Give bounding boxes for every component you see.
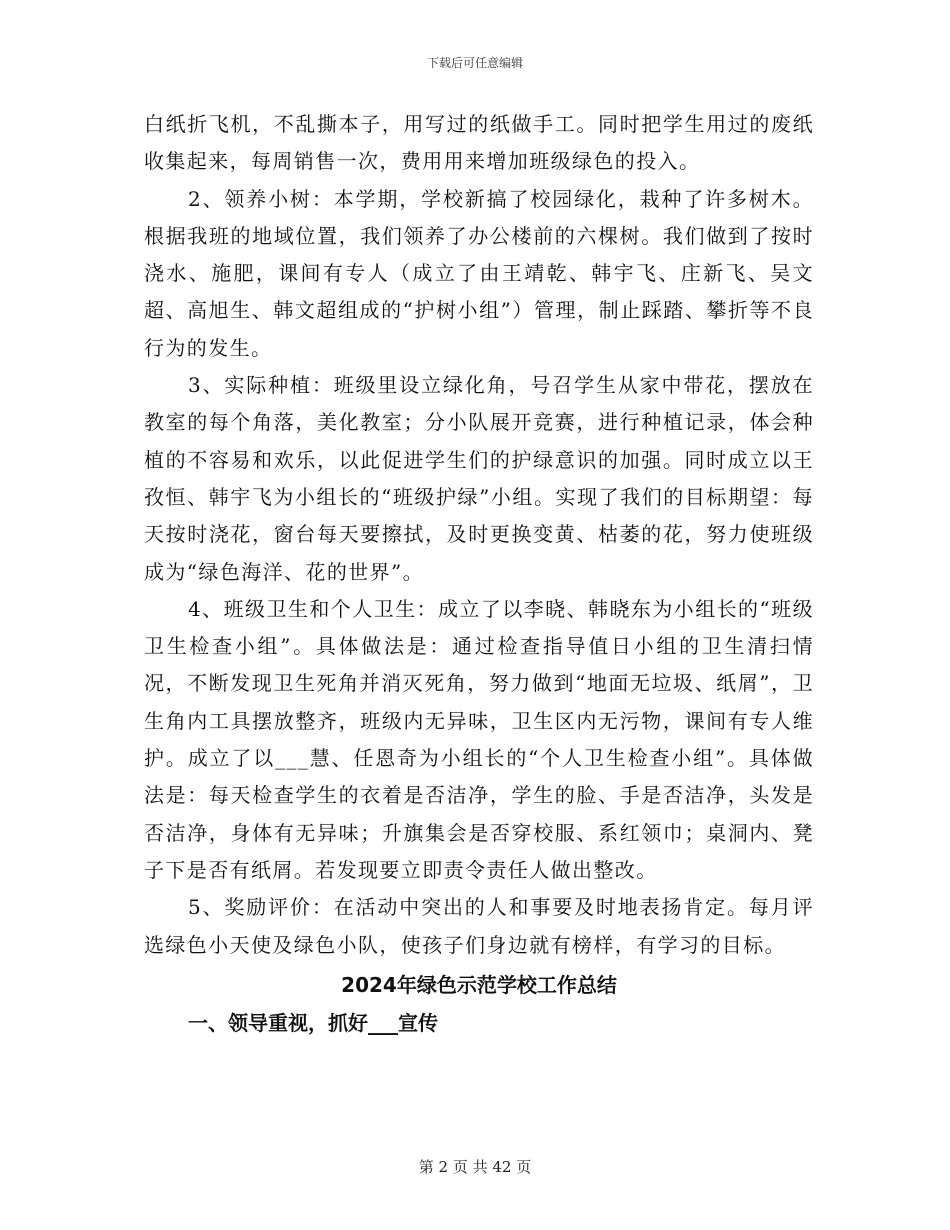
paragraph-adopt-trees: 2、领养小树：本学期，学校新搞了校园绿化，栽种了许多树木。根据我班的地域位置，我们领养了办公楼前的六棵树。我们做到了按时浇水、施肥，课间有专人（成立了由王靖乾、韩宇飞、庄新飞、吴文超、高旭生、韩文超组成的“护树小组”）管理，制止踩踏、攀折等不良行为的发生。: [144, 186, 814, 360]
subheading: 一、领导重视，抓好___宣传: [188, 1010, 438, 1035]
page-footer: 第 2 页 共 42 页: [418, 1158, 532, 1176]
document-body: [144, 106, 814, 1042]
page-header: 下载后可任意编辑: [426, 56, 523, 70]
paragraph-continuation: 白纸折飞机，不乱撕本子，用写过的纸做手工。同时把学生用过的废纸收集起来，每周销售一次，费用用来增加班级绿色的投入。: [144, 112, 814, 174]
paragraph-planting: 3、实际种植：班级里设立绿化角，号召学生从家中带花，摆放在教室的每个角落，美化教室；分小队展开竞赛，进行种植记录，体会种植的不容易和欢乐，以此促进学生们的护绿意识的加强。同时成立以王孜恒、韩宇飞为小组长的“班级护绿”小组。实现了我们的目标期望：每天按时浇花，窗台每天要擦拭，及时更换变黄、枯萎的花，努力使班级成为“绿色海洋、花的世界”。: [144, 373, 814, 584]
section-title: 2024年绿色示范学校工作总结: [341, 972, 617, 997]
paragraph-hygiene: 4、班级卫生和个人卫生：成立了以李晓、韩晓东为小组长的“班级卫生检查小组”。具体做法是：通过检查指导值日小组的卫生清扫情况，不断发现卫生死角并消灭死角，努力做到“地面无垃圾、纸屑”，卫生角内工具摆放整齐，班级内无异味，卫生区内无污物，课间有专人维护。成立了以___慧、任恩奇为小组长的“个人卫生检查小组”。具体做法是：每天检查学生的衣着是否洁净，学生的脸、手是否洁净，头发是否洁净，身体有无异味；升旗集会是否穿校服、系红领巾；桌洞内、凳子下是否有纸屑。若发现要立即责令责任人做出整改。: [144, 596, 814, 882]
paragraph-rewards: 5、奖励评价：在活动中突出的人和事要及时地表扬肯定。每月评选绿色小天使及绿色小队，使孩子们身边就有榜样，有学习的目标。: [144, 895, 814, 957]
